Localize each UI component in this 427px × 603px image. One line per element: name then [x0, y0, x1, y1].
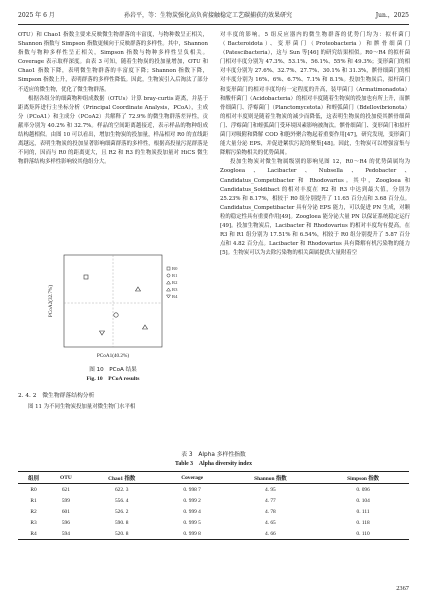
table-cell: 622. 3	[114, 486, 129, 493]
table-cell: 4. 66	[224, 528, 318, 540]
right-paragraph-1: 对丰度的影响。5 组反应器内的微生物群落的优势门均为：拟杆菌门（Bacteroidota）、变形菌门（Proteobacteria）和髌骨细菌门（Patescibacteria），这与 Sun 等[46] 的研究结果相似。R0～R4 的拟杆菌门相对丰度分别为 47.3%、53.1%、56.1%、55% 和 49.3%；变形菌门的相对丰度分别为 27.6%、32.7%、27.7%、30.1% 和 31.3%，髌骨细菌门的相对丰度分别为 16%、6%、6.7%、7.1% 和 8.1%。投加生物炭后，拟杆菌门和变形菌门的相对丰度均有一定程度的升高，装甲菌门（Armatimonadota）和酸杆菌门（Acidobacteria）的相对丰度随着生物炭的投加也有所上升，而髌骨细菌门、浮霉菌门（Planctomycetota）和蛭弧菌门（Bdellovibrionota）的相对丰度则是随着生物炭的减少而降低，这表明生物炭的投加使其髌骨细菌门、浮霉菌门和蛭弧菌门受环境因素影响被淘汰。髌骨细菌门、变形菌门和拟杆菌门对吸附和降解 COD 和胞外聚合物起着重要作用[47]，研究发现，变形菌门能大量分泌 EPS，并促进絮状污泥的聚集[48]。因此，生物炭可以增强富集与降解污染物相关的优势菌属。	[220, 32, 410, 157]
table-header-cell: Chao1 指数	[83, 472, 161, 484]
legend-marker-r2	[167, 281, 171, 284]
running-header	[18, 11, 409, 21]
table-cell: 4. 78	[264, 508, 276, 515]
table-cell: 0. 999 4	[183, 508, 201, 515]
table-cell: 596	[61, 519, 70, 526]
y-axis-label: PCoA2(32.7%)	[48, 284, 54, 318]
table-cell: 520. 8	[83, 528, 161, 540]
table-cell: 556. 4	[114, 497, 129, 504]
table-header-cell: OTU	[49, 472, 83, 484]
table-cell: 0. 999 5	[183, 519, 201, 526]
table-cell: 0. 999 8	[161, 528, 224, 540]
table-cell: 4. 77	[264, 497, 276, 504]
table-cell: R1	[30, 497, 37, 504]
table-cell: 0. 111	[356, 508, 370, 515]
left-tail-paragraph: 图 11 为不同生物炭投加量对微生物门水平相	[28, 404, 136, 410]
table-cell: 621	[61, 486, 70, 493]
table-cell: 0. 096	[356, 486, 370, 493]
table-cell: 0. 999 2	[183, 497, 201, 504]
alpha-diversity-table	[18, 471, 409, 540]
table-cell: 594	[49, 528, 83, 540]
table-header-cell: Shannon 指数	[224, 472, 318, 484]
left-column	[18, 31, 208, 167]
table-caption-cn: 表 3 Alpha 多样性指数	[181, 452, 246, 458]
pcoa-plot	[40, 247, 190, 365]
table-header-cell: Coverage	[161, 472, 224, 484]
point-r2	[136, 287, 141, 291]
left-paragraph-2: 根据各组分的细菌物种组成数据（OTUs）计算 bray-curtis 距离，并基于距离矩阵进行主坐标分析（Principal Coordinate Analysis，PCoA），主成分（PCoA1）和主成分（PCoA2）共解释了 72.9% 的微生物群落差异性，贡献率分别为 40.2% 和 32.7%。样品的空间距离越接近，表示样品的物种组成结构越相似。由图 10 可以看出，增加生物炭的投加量，样品相对 R0 的直线距离越远，表明生物炭的投加显著影响细菌群落的多样性，根据高投量污泥群落是不同的，因而与 R0 的距离更大，且 R2 和 R3 的生物炭投加量对 HiCS 微生物群落结构多样性影响较其他组分大。	[18, 95, 208, 166]
table-cell: 0. 110	[317, 528, 409, 540]
point-r0	[84, 275, 88, 279]
table-cell: R3	[30, 519, 37, 526]
header-rule	[18, 24, 409, 25]
table-row	[18, 506, 409, 517]
table-cell: 0. 104	[356, 497, 370, 504]
table-row	[18, 517, 409, 528]
header-date-en: Jun.，2025	[375, 12, 409, 19]
left-paragraph-1: OTU）和 Chao1 指数主要来反映微生物群落的丰富度，与物种数呈正相关，Shannon 指数与 Simpson 指数更倾向于反映群落的多样性。其中，Shannon 指数与物种多样性呈正相关，Simpson 指数与物种多样性呈负相关。Coverage 表示取样深度。由表 3 可知，随着生物炭的投加量增加，OTU 和 Chao1 指数下降，表明微生物群落的丰富度下降；Shannon 指数下降，Simpson 指数上升，表明群落的多样性降低。因此，生物炭引入后淘汰了部分不适应的微生物，优化了微生物群落。	[18, 32, 208, 93]
table-header-row	[18, 472, 409, 484]
table-cell: 0. 998 7	[183, 486, 201, 493]
legend-marker-r0	[167, 267, 170, 270]
point-r1	[114, 313, 118, 317]
table-header-cell: Simpson 指数	[317, 472, 409, 484]
table-cell: 599	[61, 497, 70, 504]
legend-marker-r3	[167, 288, 171, 291]
legend-r2: R2	[172, 280, 178, 285]
table-cell: 590. 8	[114, 519, 129, 526]
table-cell: 0. 118	[356, 519, 370, 526]
figure-caption-cn: 图 10 PCoA 结果	[89, 367, 137, 373]
header-title: 孙岩平，等：生物炭强化高负荷接触稳定工艺碳捕获的效果研究	[123, 12, 292, 19]
table-caption-en: Table 3 Alpha diversity index	[175, 461, 252, 467]
legend-marker-r1	[167, 274, 170, 277]
table-cell: 4. 95	[264, 486, 276, 493]
point-r3	[143, 325, 148, 329]
right-column	[220, 31, 410, 258]
table-row	[18, 495, 409, 506]
table-cell: R0	[30, 486, 37, 493]
table-cell: R4	[18, 528, 49, 540]
table-cell: 526. 2	[114, 508, 129, 515]
legend-r3: R3	[172, 287, 178, 292]
legend-marker-r4	[167, 295, 171, 298]
table-cell: 4. 65	[264, 519, 276, 526]
legend-r1: R1	[172, 273, 178, 278]
table-header-cell: 组别	[18, 472, 49, 484]
x-axis-label: PCoA1(40.2%)	[96, 353, 130, 359]
pcoa-figure	[40, 247, 190, 365]
page-number: 2367	[396, 585, 409, 592]
legend-r0: R0	[172, 266, 178, 271]
section-heading: 2. 4. 2 微生物群落结构分析	[18, 393, 95, 399]
table-cell: 601	[61, 508, 70, 515]
point-r4	[100, 331, 105, 335]
legend-r4: R4	[172, 294, 178, 299]
header-date: 2025 年 6 月	[18, 12, 55, 19]
table-cell: R2	[30, 508, 37, 515]
table-row	[18, 528, 409, 540]
figure-caption-en: Fig. 10 PCoA results	[86, 376, 140, 382]
table-row	[18, 484, 409, 496]
right-paragraph-2: 投加生物炭对微生物属级别的影响见图 12，R0～R4 的优势菌属均为 Zoogloea、Lacibacter、Nubsella、Pedobacter、Candidatus_Competibacter 和 Rhodovarius。其中，Zoogloea 和 Candidatus_Soldibact 的相对丰度在 R2 和 R3 中达到最大值，分别为 25.23% 和 8.17%，相较于 R0 组分别提升了 11.65 百分点和 3.68 百分点。Candidatus_Competibacter 具有分泌 EPS 能力，可以促进 PN 生成，对颗粒的稳定性具有重要作用[49]。Zoogloea 能分泌大量 PN 以保证系统稳定运行[49]。投加生物炭后，Lacibacter 和 Rhodovarius 的相对丰度均有提高，在 R3 和 R1 组分别为 17.51% 和 6.54%，相较于 R0 组分别提升了 5.87 百分点和 4.82 百分点。Lacibacter 和 Rhodovarius 具有降解有机污染物的能力[5]。生物炭可以为去除污染物的相关菌属提供大量附着空	[220, 159, 410, 257]
